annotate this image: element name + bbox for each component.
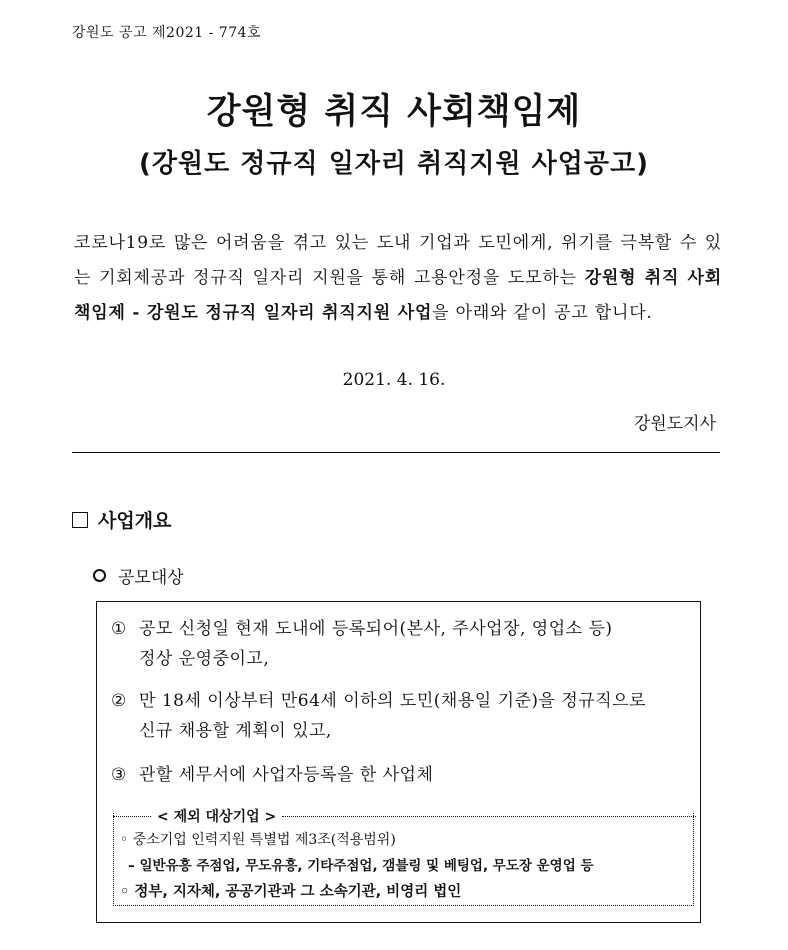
criterion-number: ① <box>111 619 127 639</box>
exclusion-heading-label: < 제외 대상기업 > <box>157 809 277 825</box>
criterion-text: 공모 신청일 현재 도내에 등록되어(본사, 주사업장, 영업소 등) <box>139 619 613 639</box>
exclusion-item: ◦ 정부, 지자체, 공공기관과 그 소속기관, 비영리 법인 <box>120 884 462 900</box>
eligibility-box <box>96 601 701 923</box>
criterion-number: ② <box>111 691 127 711</box>
intro-text-before: 코로나19로 많은 어려움을 겪고 있는 도내 기업과 도민에게, 위기를 극복할 수 있는 기회제공과 정규직 일자리 지원을 통해 고용안정을 도모하는 <box>74 233 722 288</box>
criterion-item <box>111 760 691 790</box>
dotted-rule <box>282 816 696 817</box>
notice-date: 2021. 4. 16. <box>342 370 446 390</box>
criterion-text-continued: 신규 채용할 계획이 있고, <box>139 721 332 741</box>
intro-text-after: 을 아래와 같이 공고 합니다. <box>432 303 653 323</box>
circle-bullet-icon <box>93 569 106 582</box>
signatory: 강원도지사 <box>633 414 716 434</box>
exclusion-box <box>113 809 694 906</box>
section-heading <box>72 506 171 533</box>
page-title: 강원형 취직 사회책임제 <box>206 92 582 132</box>
exclusion-item: ◦ 중소기업 인력지원 특별법 제3조(적용범위) <box>120 832 396 848</box>
criterion-text: 관할 세무서에 사업자등록을 한 사업체 <box>139 765 434 785</box>
criterion-number: ③ <box>111 765 127 785</box>
criterion-item <box>111 614 691 674</box>
intro-program-name: 강원형 취직 사회책임제 - 강원도 정규직 일자리 취직지원 사업 <box>74 268 722 323</box>
intro-paragraph <box>74 226 722 331</box>
criterion-text-continued: 정상 운영중이고, <box>139 649 270 669</box>
notice-number: 강원도 공고 제2021 - 774호 <box>72 25 262 41</box>
section-heading-label: 사업개요 <box>98 510 172 532</box>
exclusion-heading <box>113 806 696 826</box>
square-bullet-icon <box>72 512 88 528</box>
divider <box>72 452 720 453</box>
subsection-heading-label: 공모대상 <box>118 568 184 588</box>
subsection-heading <box>93 563 184 588</box>
criterion-item <box>111 686 691 746</box>
exclusion-item: – 일반유흥 주점업, 무도유흥, 기타주점업, 갬블링 및 베팅업, 무도장 운영업 등 <box>128 858 594 874</box>
page-subtitle: (강원도 정규직 일자리 취직지원 사업공고) <box>139 149 649 179</box>
criterion-text: 만 18세 이상부터 만64세 이하의 도민(채용일 기준)을 정규직으로 <box>139 691 646 711</box>
dotted-rule <box>113 816 151 817</box>
